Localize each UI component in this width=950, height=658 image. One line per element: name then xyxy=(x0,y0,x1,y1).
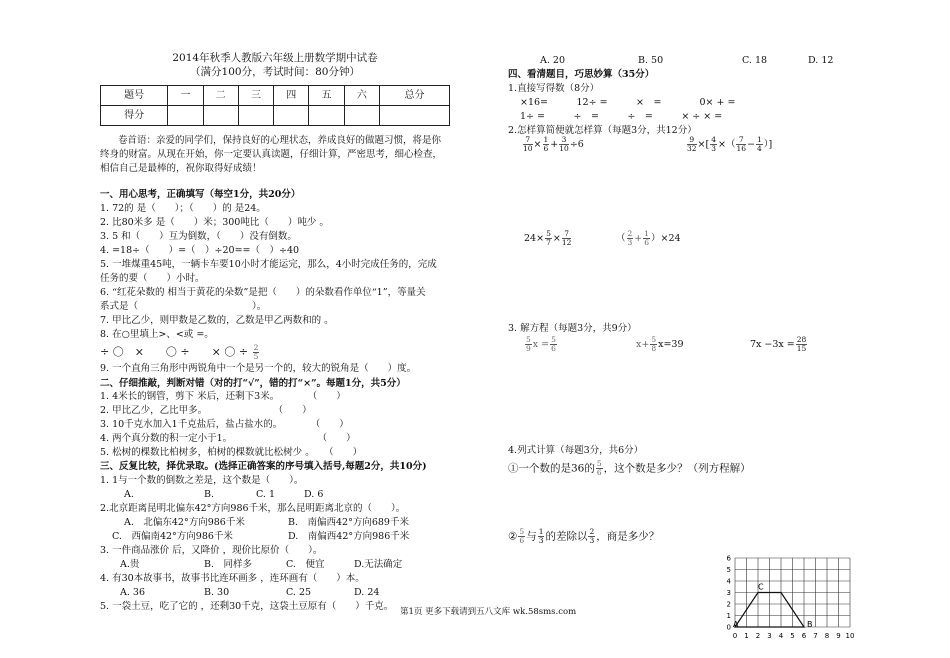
y-tick-label: 2 xyxy=(726,600,731,609)
y-tick-label: 1 xyxy=(726,612,731,620)
operator: x=39 xyxy=(658,339,684,350)
numerator: 5 xyxy=(596,459,602,468)
numerator: 4 xyxy=(711,135,716,144)
operator: （ xyxy=(616,233,626,244)
score-input[interactable] xyxy=(344,106,379,126)
operator: ）] xyxy=(763,139,773,150)
expression-2 xyxy=(686,136,772,153)
option[interactable]: B. 同样多 xyxy=(204,559,253,570)
score-input[interactable] xyxy=(168,106,203,126)
operator: 24× xyxy=(524,233,545,244)
denominator: 4 xyxy=(756,144,762,153)
question-line: 1. 4米长的钢管，剪下 米后，还剩下3米。 （ ） xyxy=(100,391,346,402)
page-footer: 第1页 更多下载请到五八文库 wk.58sms.com xyxy=(400,607,577,617)
fraction xyxy=(796,336,808,353)
option[interactable]: B. xyxy=(204,489,215,500)
denominator: 6 xyxy=(551,344,556,353)
numerator: 2 xyxy=(627,229,633,238)
x-tick-label: 8 xyxy=(824,632,830,640)
question-line: 2.北京距离昆明北偏东42°方向986千米，那么昆明距离北京的（ ）。 xyxy=(100,503,406,514)
denominator: 6 xyxy=(519,536,525,545)
question-line: 4. 有30本故事书，故事书比连环画多 ，连环画有（ ）本。 xyxy=(100,573,365,584)
point-label: A xyxy=(733,620,739,629)
denominator: 6 xyxy=(644,238,650,247)
operator: ×[ xyxy=(697,139,710,150)
operator: x = xyxy=(532,339,550,350)
fraction xyxy=(550,336,557,353)
numerator: 3 xyxy=(559,136,569,145)
question-line: 系式是（ ）。 xyxy=(100,301,267,312)
x-tick-label: 4 xyxy=(778,632,784,640)
option[interactable]: C. 18 xyxy=(742,55,768,66)
question-line: 4. 两个真分数的积一定小于1。 （ ） xyxy=(100,433,356,444)
option[interactable]: D. 南偏西42°方向986千米 xyxy=(288,531,410,542)
fraction xyxy=(523,136,533,153)
problem-text: ①一个数的是36的 xyxy=(508,462,595,475)
question-line: 8. 在○里填上>、<或 =。 xyxy=(100,329,214,340)
question-line: 3. 10千克水加入1千克盐后，盐占盐水的。 （ ） xyxy=(100,419,349,430)
option[interactable]: B. 30 xyxy=(204,587,230,598)
x-tick-label: 2 xyxy=(755,632,761,640)
denominator: 32 xyxy=(687,144,697,153)
problem-text: ，商是多少？ xyxy=(596,530,660,543)
denominator: 5 xyxy=(253,352,259,361)
operator: ）×24 xyxy=(651,233,681,244)
problem-text: 的差除以 xyxy=(545,530,588,543)
score-row-headers xyxy=(101,86,450,106)
option[interactable]: A. xyxy=(124,489,134,500)
equation-3 xyxy=(750,336,808,353)
x-tick-label: 6 xyxy=(801,632,807,640)
problem-text: 与 xyxy=(526,530,537,543)
denominator: 6 xyxy=(543,144,549,153)
question-line: 1. 1与一个数的倒数之差是，这个数是（ ）。 xyxy=(100,475,304,486)
expression-4: （ $\frac{2}{3}$ + $\frac{1}{6}$ ）×24 xyxy=(616,229,681,247)
operator: + xyxy=(550,139,559,150)
score-row-values xyxy=(101,106,450,126)
fraction xyxy=(253,344,260,361)
fraction xyxy=(687,136,697,153)
numerator: 1 xyxy=(756,135,762,144)
score-input[interactable] xyxy=(380,106,450,126)
fraction xyxy=(543,136,550,153)
question-line: 7. 甲比乙少，则甲数是乙数的，乙数是甲乙两数和的 。 xyxy=(100,315,334,326)
page-subtitle: （满分100分，考试时间：80分钟） xyxy=(190,66,360,78)
x-tick-label: 3 xyxy=(767,632,772,640)
score-cell: 三 xyxy=(238,86,273,106)
option[interactable]: D.无法确定 xyxy=(354,559,403,570)
expression-3 xyxy=(524,230,572,247)
x-tick-label: 9 xyxy=(836,632,841,640)
question-line: 2. 甲比乙少，乙比甲多。 （ ） xyxy=(100,405,312,416)
part-heading: 1.直接写得数（8分） xyxy=(508,83,600,94)
problem-text: ，这个数是多少？（列方程解） xyxy=(603,462,751,475)
x-tick-label: 7 xyxy=(813,632,818,640)
numerator: 5 xyxy=(519,527,525,536)
score-cell: 题号 xyxy=(101,86,168,106)
option[interactable]: A. 20 xyxy=(540,55,565,66)
x-tick-label: 0 xyxy=(732,632,738,640)
question-line: 任务的要（ ）小时。 xyxy=(100,273,205,284)
question-line: 5. 一袋土豆，吃了它的 ，还剩30千克，这袋土豆原有（ ）千克。 xyxy=(100,601,394,612)
point-label: C xyxy=(758,582,764,592)
y-tick-label: 0 xyxy=(726,623,731,632)
score-input[interactable] xyxy=(309,106,344,126)
numerator: 5 xyxy=(651,335,657,344)
option[interactable]: A. 36 xyxy=(120,587,145,598)
score-cell: 四 xyxy=(274,86,309,106)
denominator: 3 xyxy=(711,144,716,153)
option[interactable]: C. 1 xyxy=(256,489,276,500)
fraction xyxy=(525,336,532,353)
numerator: 5 xyxy=(526,335,531,344)
denominator: 8 xyxy=(651,344,657,353)
section-heading: 四、看清题目，巧思妙算（35分） xyxy=(508,69,655,80)
option[interactable]: B. 南偏西42°方向689千米 xyxy=(288,517,409,528)
y-tick-label: 3 xyxy=(726,589,731,597)
part-heading: 3. 解方程（每题3分，共9分） xyxy=(508,323,637,334)
score-table xyxy=(100,85,450,126)
option[interactable]: C. 25 xyxy=(286,587,312,598)
operator: 7x −3x = xyxy=(750,339,795,350)
denominator: 10 xyxy=(523,144,533,153)
part-heading: 2.怎样算简便就怎样算（每题3分，共12分） xyxy=(508,125,697,136)
fraction xyxy=(650,336,657,353)
numerator: 1 xyxy=(543,135,549,144)
question-line: 4. =18÷（ ）=（ ）÷20==（ ）÷40 xyxy=(100,245,300,256)
numerator: 1 xyxy=(644,229,650,238)
numerator: 2 xyxy=(589,527,595,536)
score-cell: 得分 xyxy=(101,106,168,126)
numerator: 7 xyxy=(523,136,533,145)
section-heading: 二、仔细推敲，判断对错（对的打“√”，错的打“×”。每题1分，共5分） xyxy=(100,378,406,389)
numerator: 2 xyxy=(253,343,259,352)
numerator: 7 xyxy=(562,230,572,239)
denominator: 3 xyxy=(627,238,633,247)
operator: x+ xyxy=(636,339,650,350)
operator: × xyxy=(533,139,542,150)
denominator: 10 xyxy=(559,144,569,153)
question-line: 5. 松树的棵数比柏树多，柏树的棵数就比松树少 。 （ ） xyxy=(100,447,363,458)
numerator: 28 xyxy=(796,335,807,344)
denominator: 7 xyxy=(546,238,551,247)
point-label: B xyxy=(807,620,813,629)
x-tick-label: 5 xyxy=(790,632,795,640)
option[interactable]: D. 12 xyxy=(808,55,834,66)
fraction xyxy=(562,230,572,247)
expression-1 xyxy=(522,136,584,153)
x-tick-label: 1 xyxy=(744,632,749,640)
question-line: 3. 5 和（ ）互为倒数，（ ）没有倒数。 xyxy=(100,231,297,242)
part-heading: 4.列式计算（每题3分，共6分） xyxy=(508,445,644,456)
equation-1 xyxy=(524,336,558,353)
operator: ×（ xyxy=(718,139,736,150)
intro-line: 终身的财富。从现在开始，你一定要认真读题，仔细计算，严密思考，细心检查， xyxy=(100,149,443,160)
option[interactable]: D. 6 xyxy=(304,489,324,500)
fraction xyxy=(545,230,552,247)
fraction xyxy=(710,136,717,153)
denominator: 15 xyxy=(796,344,807,353)
calc-row: 1÷ = ÷ = ÷ = × ÷ × = xyxy=(520,111,723,122)
denominator: 6 xyxy=(596,468,602,477)
question-line: 3. 一件商品涨价 后，又降价 ，现价比原价（ ）。 xyxy=(100,545,323,556)
equation-2 xyxy=(636,336,684,353)
option[interactable]: A.贵 xyxy=(120,559,140,570)
x-tick-label: 10 xyxy=(845,632,855,640)
fraction xyxy=(559,136,569,153)
problem-text: ② xyxy=(508,530,518,543)
fraction xyxy=(643,230,650,247)
fraction xyxy=(518,528,525,545)
operator: × xyxy=(552,233,561,244)
option[interactable]: D. 24 xyxy=(354,587,380,598)
fraction xyxy=(596,460,603,477)
y-tick-label: 5 xyxy=(726,566,731,574)
denominator: 9 xyxy=(526,344,531,353)
score-input[interactable] xyxy=(203,106,238,126)
page-title: 2014年秋季人教版六年级上册数学期中试卷 xyxy=(172,52,378,64)
score-cell: 总分 xyxy=(380,86,450,106)
grid-svg xyxy=(725,545,895,645)
word-problem-2 xyxy=(508,528,659,545)
coordinate-grid xyxy=(725,545,895,649)
operator: − xyxy=(747,139,755,150)
numerator: 1 xyxy=(538,527,544,536)
score-cell: 二 xyxy=(203,86,238,106)
fraction xyxy=(588,528,595,545)
denominator: 3 xyxy=(589,536,595,545)
y-tick-label: 6 xyxy=(726,554,731,563)
intro-line: 卷首语：亲爱的同学们，保持良好的心理状态，养成良好的做题习惯，将是你 xyxy=(118,135,442,146)
denominator: 3 xyxy=(538,536,544,545)
fraction xyxy=(736,136,746,153)
question-line: 5. 一堆煤重45吨，一辆卡车要10小时才能运完，那么，4小时完成任务的，完成 xyxy=(100,259,437,270)
question-line: 9. 一个直角三角形中两锐角中一个是另一个的，较大的锐角是（ ）度。 xyxy=(100,363,417,374)
score-input[interactable] xyxy=(274,106,309,126)
fraction xyxy=(756,136,763,153)
option[interactable]: A. 北偏东42°方向986千米 xyxy=(124,517,245,528)
numerator: 7 xyxy=(736,136,746,145)
numerator: 5 xyxy=(551,335,556,344)
fraction xyxy=(538,528,545,545)
score-cell: 五 xyxy=(309,86,344,106)
numerator: 5 xyxy=(546,229,551,238)
question-line: 1. 72的 是（ ）；（ ）的 是24。 xyxy=(100,203,266,214)
option[interactable]: C. 便宜 xyxy=(286,559,325,570)
compare-row xyxy=(100,344,260,361)
score-cell: 一 xyxy=(168,86,203,106)
question-line: 6. “红花朵数的 相当于黄花的朵数”是把（ ）的朵数看作单位“1”，等量关 xyxy=(100,287,426,298)
denominator: 16 xyxy=(736,144,747,153)
operator: ÷6 xyxy=(569,139,584,150)
option[interactable]: B. 50 xyxy=(638,55,664,66)
calc-row: ×16= 12÷ = × = 0× + = xyxy=(520,97,736,108)
score-input[interactable] xyxy=(238,106,273,126)
y-tick-label: 4 xyxy=(726,577,731,586)
word-problem-1 xyxy=(508,460,751,477)
numerator: 9 xyxy=(687,136,697,145)
fraction xyxy=(627,230,634,247)
option[interactable]: C. 西偏南42°方向986千米 xyxy=(112,531,233,542)
score-cell: 六 xyxy=(344,86,379,106)
question-line: 2. 比80米多 是（ ）米；300吨比（ ）吨少 。 xyxy=(100,217,329,228)
intro-line: 相信自己是最棒的，祝你取得好成绩！ xyxy=(100,163,262,174)
section-heading: 三、反复比较，择优录取。(选择正确答案的序号填入括号,每题2分，共10分) xyxy=(100,461,427,472)
section-heading: 一、用心思考，正确填写（每空1分，共20分） xyxy=(100,189,301,200)
compare-text: ÷ 〇 × 〇 ÷ × 〇 ÷ xyxy=(100,345,249,359)
denominator: 12 xyxy=(561,238,572,247)
